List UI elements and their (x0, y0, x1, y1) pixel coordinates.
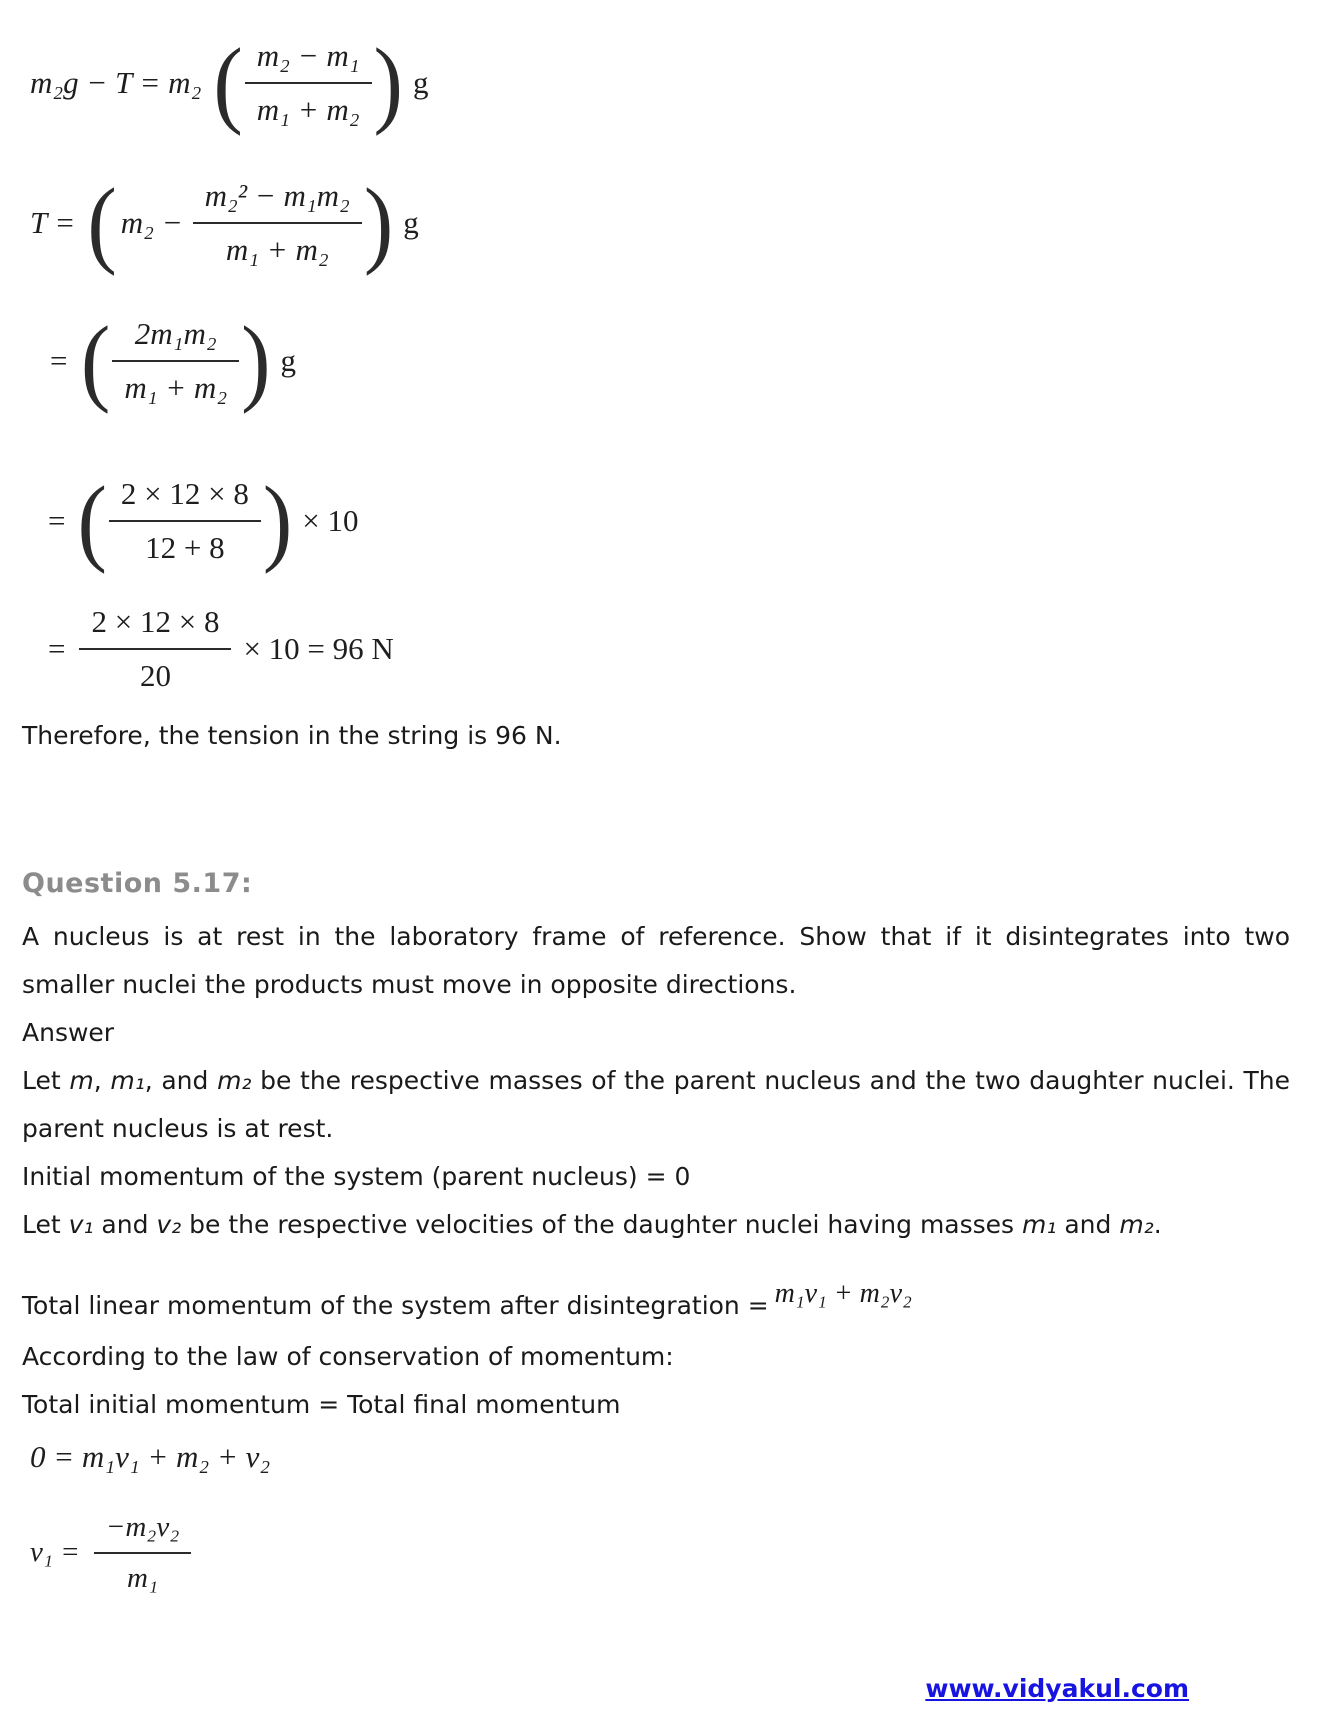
open-paren-icon: ( (80, 306, 111, 415)
text-run: and (93, 1210, 157, 1239)
eq5-equals-sign: = (48, 631, 66, 666)
var-v1: v₁ (68, 1210, 94, 1239)
close-paren-icon: ) (262, 466, 293, 575)
close-paren-icon: ) (373, 28, 403, 137)
eq2-left-side: T = (30, 205, 76, 240)
equation-v1-solution (30, 1509, 1295, 1597)
var-v2: v₂ (156, 1210, 182, 1239)
eq1-left-side: m₂g − T = m₂ (30, 65, 202, 100)
eq1-numerator: m₂ − m₁ (245, 36, 372, 84)
open-paren-icon: ( (77, 466, 107, 575)
answer-label: Answer (22, 1018, 115, 1047)
eq4-numerator: 2 × 12 × 8 (109, 474, 261, 522)
var-m1: m₁ (110, 1066, 145, 1095)
text-run: , (93, 1066, 111, 1095)
inline-math-momentum: m₁v₁ + m₂v₂ (774, 1278, 912, 1309)
open-paren-icon: ( (213, 28, 243, 137)
eq7-denominator: m₁ (127, 1561, 159, 1594)
eq2-inner-term: m₂ − (120, 205, 183, 240)
eq1-post: g (412, 65, 429, 100)
close-paren-icon: ) (241, 306, 271, 415)
equation-tension-1 (30, 28, 1295, 137)
footer-website-link[interactable]: www.vidyakul.com (925, 1674, 1189, 1703)
text-run: , and (144, 1066, 218, 1095)
var-m2: m₂ (217, 1066, 252, 1095)
text-run: Let (22, 1210, 69, 1239)
eq4-denominator: 12 + 8 (145, 530, 225, 565)
eq7-numerator: −m₂v₂ (94, 1509, 192, 1554)
eq4-post: × 10 (302, 503, 359, 538)
eq5-numerator: 2 × 12 × 8 (79, 602, 231, 650)
eq6-expression: 0 = m₁v₁ + m₂ + v₂ (30, 1438, 271, 1474)
momentum-equality-text: Total initial momentum = Total final momentum (22, 1389, 621, 1419)
masses-paragraph (22, 1057, 1290, 1153)
var-m2: m₂ (1119, 1210, 1154, 1239)
eq3-numerator: 2m₁m₂ (112, 314, 239, 362)
text-run: Total linear momentum of the system after disintegration = (22, 1291, 769, 1320)
eq1-denominator: m₁ + m₂ (256, 92, 360, 127)
eq4-fraction (109, 474, 261, 568)
text-run: be the respective masses of the parent nucleus and the two daughter nuclei. The parent nucleus is at rest. (22, 1066, 1291, 1143)
eq2-post: g (403, 205, 419, 240)
eq3-fraction (112, 314, 239, 408)
close-paren-icon: ) (363, 168, 394, 277)
eq5-fraction (79, 602, 231, 696)
equation-tension-2 (30, 168, 1295, 277)
eq2-numerator: m₂² − m₁m₂ (193, 176, 362, 224)
equation-tension-3 (48, 306, 1295, 415)
velocities-paragraph (22, 1201, 1290, 1249)
question-heading: Question 5.17: (22, 868, 253, 899)
eq2-fraction (193, 176, 362, 270)
equation-momentum-balance (30, 1439, 1295, 1475)
question-text: A nucleus is at rest in the laboratory frame of reference. Show that if it disintegrates into two smaller nuclei the products must move in opposite directions. (22, 922, 1290, 999)
initial-momentum-text: Initial momentum of the system (parent nucleus) = 0 (22, 1162, 691, 1191)
open-paren-icon: ( (87, 168, 117, 277)
text-run: Let (22, 1066, 70, 1095)
eq3-denominator: m₁ + m₂ (124, 370, 228, 405)
var-m1: m₁ (1022, 1210, 1057, 1239)
eq5-denominator: 20 (139, 658, 171, 693)
text-run: . (1153, 1210, 1162, 1239)
eq2-denominator: m₁ + m₂ (225, 232, 329, 267)
eq7-fraction (94, 1509, 192, 1597)
conservation-law-text: According to the law of conservation of momentum: (22, 1341, 674, 1371)
text-run: be the respective velocities of the daughter nuclei having masses (181, 1210, 1023, 1239)
eq3-equals-sign: = (48, 343, 69, 378)
text-run: and (1056, 1210, 1120, 1239)
var-m: m (69, 1066, 94, 1095)
eq7-left-side: v₁ = (30, 1536, 80, 1569)
equation-numeric-result (48, 602, 1295, 696)
equation-numeric-1 (48, 466, 1295, 575)
eq3-post: g (280, 343, 297, 378)
tension-conclusion-text: Therefore, the tension in the string is 96 N. (22, 721, 562, 750)
eq5-result: × 10 = 96 N (243, 631, 394, 666)
total-momentum-line (22, 1279, 1295, 1333)
eq4-equals-sign: = (48, 503, 66, 538)
eq1-fraction (245, 36, 372, 130)
